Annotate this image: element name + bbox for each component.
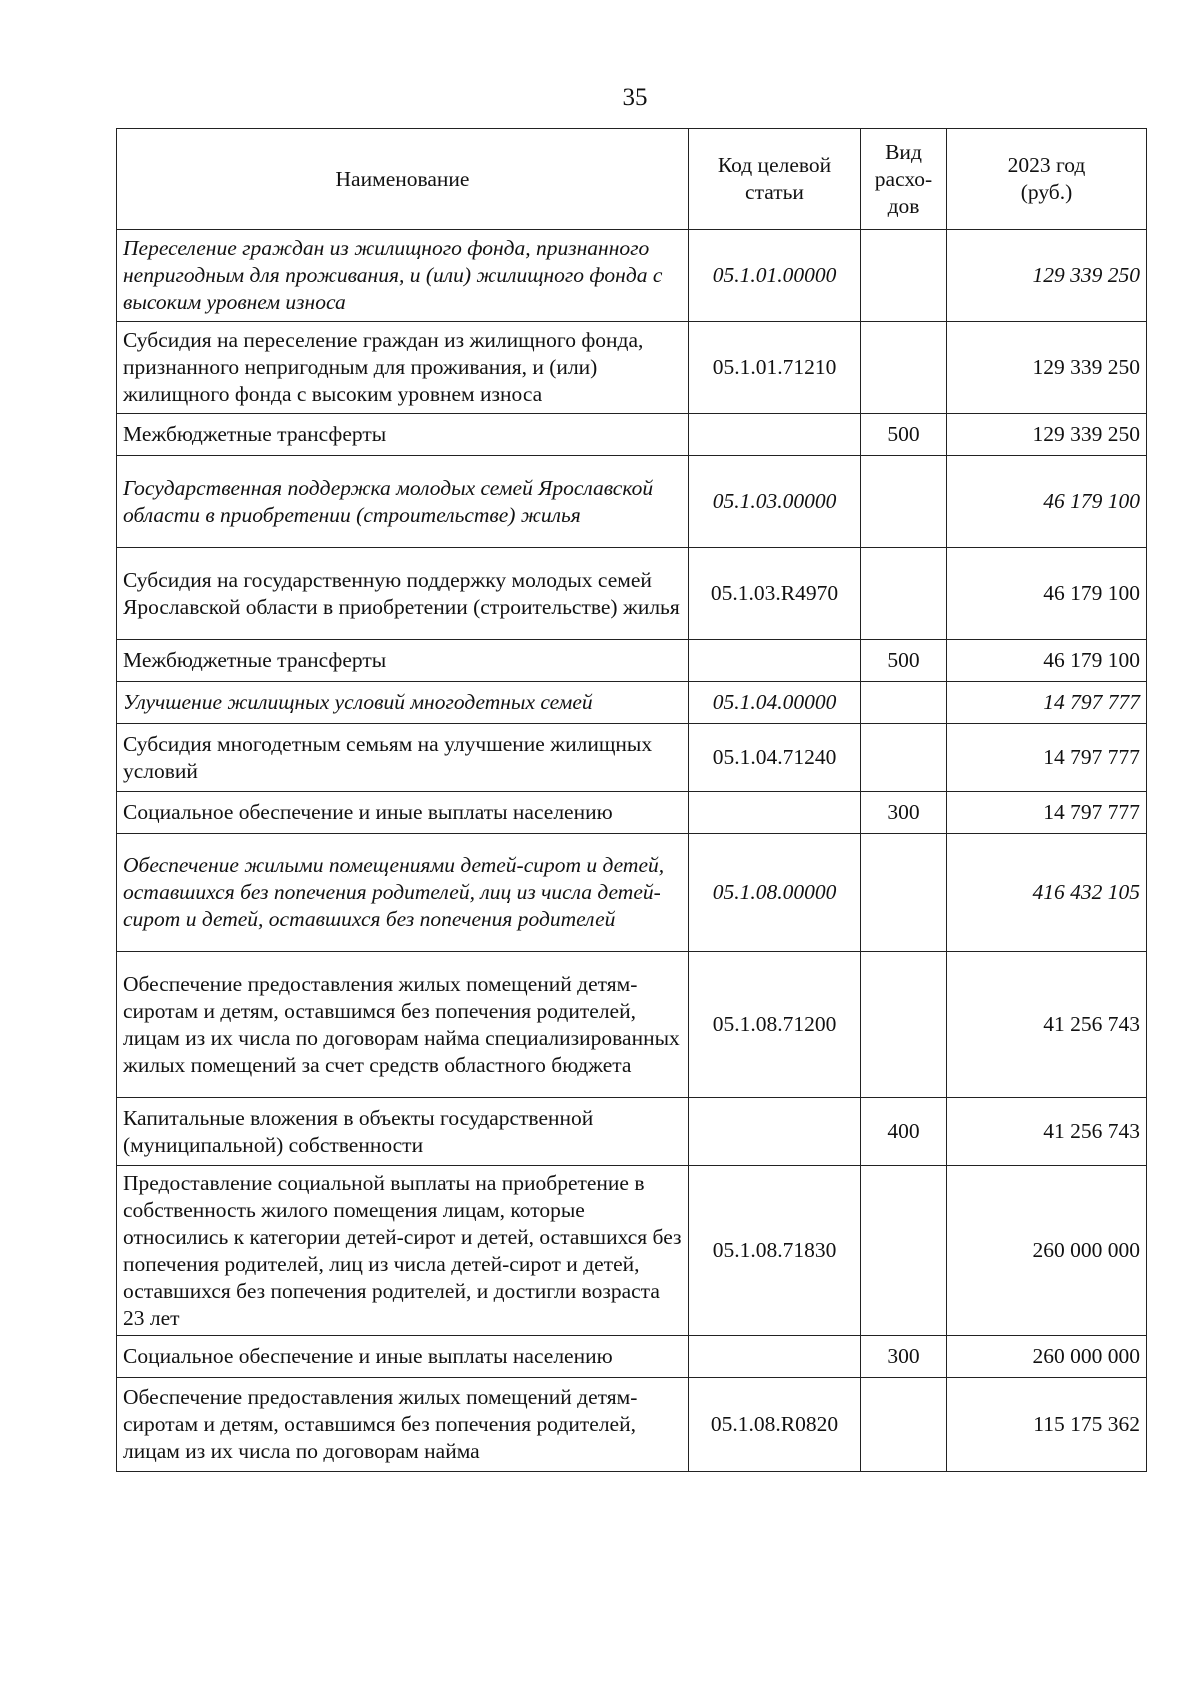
table-row (117, 1098, 1147, 1166)
row-code (689, 1098, 861, 1166)
row-name: Обеспечение предоставления жилых помещений детям-сиротам и детям, оставшимся без попечения родителей, лицам из их числа по договорам найма (117, 1378, 689, 1472)
table-row (117, 1378, 1147, 1472)
header-kind: Вид расхо-дов (861, 129, 947, 230)
row-code: 05.1.08.R0820 (689, 1378, 861, 1472)
row-name: Социальное обеспечение и иные выплаты населению (117, 792, 689, 834)
table-row (117, 230, 1147, 322)
row-name: Обеспечение предоставления жилых помещений детям-сиротам и детям, оставшимся без попечения родителей, лицам из их числа по договорам найма специализированных жилых помещений за счет средств областного бюджета (117, 952, 689, 1098)
row-code: 05.1.08.00000 (689, 834, 861, 952)
table-row (117, 322, 1147, 414)
row-code: 05.1.01.00000 (689, 230, 861, 322)
row-name: Государственная поддержка молодых семей Ярославской области в приобретении (строительстве) жилья (117, 456, 689, 548)
table-row (117, 1166, 1147, 1336)
row-kind (861, 322, 947, 414)
row-kind (861, 456, 947, 548)
table-row (117, 952, 1147, 1098)
row-kind (861, 834, 947, 952)
header-code: Код целевой статьи (689, 129, 861, 230)
row-name: Переселение граждан из жилищного фонда, признанного непригодным для проживания, и (или) жилищного фонда с высоким уровнем износа (117, 230, 689, 322)
row-amount: 41 256 743 (947, 952, 1147, 1098)
row-name: Субсидия на государственную поддержку молодых семей Ярославской области в приобретении (строительстве) жилья (117, 548, 689, 640)
table-row (117, 548, 1147, 640)
row-name: Капитальные вложения в объекты государственной (муниципальной) собственности (117, 1098, 689, 1166)
row-name: Межбюджетные трансферты (117, 640, 689, 682)
header-amount: 2023 год (руб.) (947, 129, 1147, 230)
table-row (117, 414, 1147, 456)
table-row (117, 834, 1147, 952)
row-amount: 46 179 100 (947, 548, 1147, 640)
row-kind: 500 (861, 640, 947, 682)
row-name: Обеспечение жилыми помещениями детей-сирот и детей, оставшихся без попечения родителей, лиц из числа детей-сирот и детей, оставшихся без попечения родителей (117, 834, 689, 952)
table-row (117, 640, 1147, 682)
table-row (117, 456, 1147, 548)
row-name: Субсидия многодетным семьям на улучшение жилищных условий (117, 724, 689, 792)
row-name: Улучшение жилищных условий многодетных семей (117, 682, 689, 724)
table-row (117, 1336, 1147, 1378)
row-amount: 260 000 000 (947, 1166, 1147, 1336)
row-kind (861, 682, 947, 724)
row-code (689, 792, 861, 834)
table-row (117, 724, 1147, 792)
row-kind: 300 (861, 792, 947, 834)
row-name: Предоставление социальной выплаты на приобретение в собственность жилого помещения лицам, которые относились к категории детей-сирот и детей, оставшихся без попечения родителей, лиц из числа детей-сирот и детей, оставшихся без попечения родителей, и достигли возраста 23 лет (117, 1166, 689, 1336)
row-code (689, 640, 861, 682)
row-kind (861, 230, 947, 322)
page-number: 35 (622, 84, 648, 111)
table-row (117, 682, 1147, 724)
row-kind (861, 1378, 947, 1472)
row-code (689, 414, 861, 456)
row-kind: 300 (861, 1336, 947, 1378)
row-amount: 46 179 100 (947, 640, 1147, 682)
row-name: Межбюджетные трансферты (117, 414, 689, 456)
row-name: Социальное обеспечение и иные выплаты населению (117, 1336, 689, 1378)
table-row (117, 792, 1147, 834)
row-kind (861, 1166, 947, 1336)
row-code (689, 1336, 861, 1378)
row-amount: 260 000 000 (947, 1336, 1147, 1378)
row-amount: 41 256 743 (947, 1098, 1147, 1166)
table-header-row (117, 129, 1147, 230)
row-kind (861, 724, 947, 792)
row-amount: 416 432 105 (947, 834, 1147, 952)
row-code: 05.1.01.71210 (689, 322, 861, 414)
row-name: Субсидия на переселение граждан из жилищного фонда, признанного непригодным для проживания, и (или) жилищного фонда с высоким уровнем износа (117, 322, 689, 414)
row-code: 05.1.08.71830 (689, 1166, 861, 1336)
row-code: 05.1.03.R4970 (689, 548, 861, 640)
row-code: 05.1.03.00000 (689, 456, 861, 548)
row-amount: 14 797 777 (947, 682, 1147, 724)
row-amount: 14 797 777 (947, 792, 1147, 834)
row-code: 05.1.08.71200 (689, 952, 861, 1098)
row-kind: 400 (861, 1098, 947, 1166)
row-kind: 500 (861, 414, 947, 456)
row-code: 05.1.04.00000 (689, 682, 861, 724)
row-kind (861, 952, 947, 1098)
row-amount: 14 797 777 (947, 724, 1147, 792)
header-name: Наименование (117, 129, 689, 230)
row-kind (861, 548, 947, 640)
row-code: 05.1.04.71240 (689, 724, 861, 792)
row-amount: 129 339 250 (947, 230, 1147, 322)
row-amount: 115 175 362 (947, 1378, 1147, 1472)
row-amount: 129 339 250 (947, 322, 1147, 414)
row-amount: 46 179 100 (947, 456, 1147, 548)
row-amount: 129 339 250 (947, 414, 1147, 456)
budget-table (116, 128, 1147, 1472)
